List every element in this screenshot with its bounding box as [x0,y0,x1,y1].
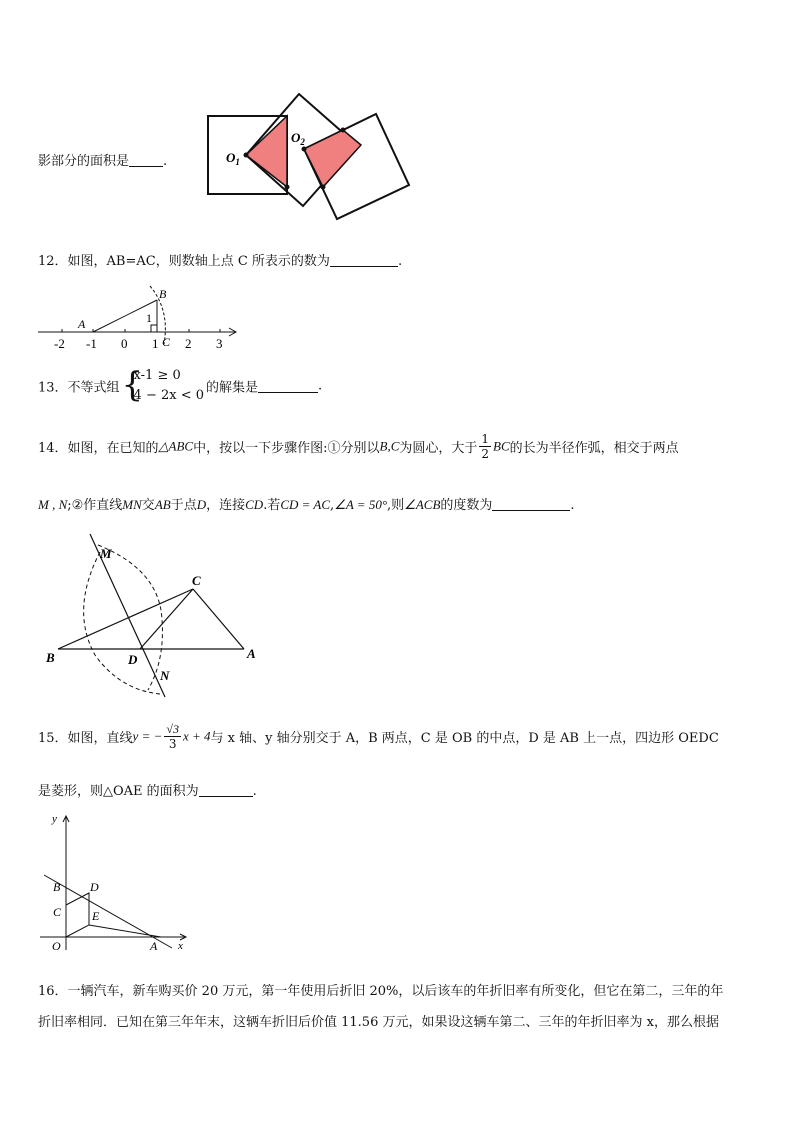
q14-l1c: 为圆心，大于 [399,441,478,456]
q16-line1 [38,980,723,999]
q16-line2 [38,1011,719,1030]
q15-l2: 是菱形，则△OAE 的面积为 [38,784,199,799]
q15-l1b: 与 x 轴、y 轴分别交于 A，B 两点，C 是 OB 的中点，D 是 AB 上一点，四边形 OEDC [210,731,719,746]
q12-label-a: A [78,317,86,331]
q12-figure [36,284,242,352]
q14-line2: M , N;②作直线MN交AB于点D，连接CD.若CD = AC,∠A = 50°,则∠ACB的度数为 . [38,497,575,513]
q14-l2h: 的度数为 [440,498,493,513]
q16-l2: 折旧率相同．已知在第三年年末，这辆车折旧后价值 11.56 万元，如果设这辆车第二、三年的年折旧率为 x，那么根据 [38,1015,719,1030]
q15-line1 [38,722,719,751]
q11-point-c [321,185,326,190]
q14-triangle: △ABC [158,438,194,454]
q14-segment-ca [193,589,244,649]
q11-point-a [285,185,290,190]
q14-label-n: N [160,668,170,683]
q14-l2e: .若 [263,498,281,513]
q12-label-c: C [162,335,171,349]
q14-label-d: D [128,652,138,667]
q13-brace: { [121,365,144,405]
q15-line2: 是菱形，则△OAE 的面积为 . [38,784,257,799]
q14-l2f: , [330,498,335,513]
q15-label-c: C [53,905,62,919]
q15-l1a: 15．如图，直线 [38,731,133,746]
q12-label-one: 1 [146,311,152,325]
q14-label-m: M [100,546,112,561]
q14-answer-blank [492,498,570,511]
q15-frac-num: √3 [166,722,179,736]
q13-text: 13．不等式组 { x-1 ≥ 0 4 − 2x < 0 的解集是 . [38,365,323,405]
q15-label-y: y [52,813,57,825]
q11-point-b [341,128,346,133]
q12-answer-blank [330,254,398,267]
q15-rhombus [66,893,89,937]
q14-figure [40,530,270,700]
q14-fraction [479,432,491,461]
q14-l2b: 交 [141,498,155,513]
q14-segment-cd: CD [245,497,264,512]
q14-arc-1 [84,552,160,694]
q15-frac-den: 3 [168,737,177,751]
q11-point-o2 [302,147,307,152]
q14-label-b: B [46,650,55,665]
q14-line-mn: MN [122,497,142,512]
q11-answer-blank [129,154,163,167]
q12-tick-label: 2 [185,336,192,351]
q11-point-o1 [244,153,249,158]
q14-equation-1: CD = AC [280,497,331,512]
q12-label-b: B [159,287,167,301]
q12-right-angle [151,325,157,332]
q12-tick-label: 1 [152,336,159,351]
q14-frac-den: 2 [481,447,490,461]
q15-label-a: A [150,939,158,953]
q14-points-mn: M , N [38,497,68,512]
q11-text-end: 影部分的面积是 [38,154,130,169]
q14-frac-num: 1 [481,432,490,446]
q11-text: 影部分的面积是 . [38,154,168,169]
q14-l1b: 中，按以一下步骤作图:①分别以 [193,441,380,456]
q13-answer-blank [258,380,318,393]
q15-figure [40,810,195,955]
q15-label-b: B [53,880,61,894]
q15-fraction [164,722,181,751]
q14-segment-cd [140,589,193,649]
q11-shaded-1 [246,116,287,187]
q14-l2c: 于点 [170,498,197,513]
q15-answer-blank [199,784,253,797]
q14-segment-bc [58,589,193,649]
q11-shaded-2 [304,130,361,187]
q15-label-x: x [178,940,183,952]
q12-tick-label: -2 [54,336,65,351]
q14-point-d: D [196,497,207,512]
q14-label-c: C [192,573,201,588]
q13-suffix: 的解集是 [206,380,259,396]
q14-l2d: ，连接 [206,498,246,513]
q14-l2g: ,则 [387,498,405,513]
q12-question: 12．如图，AB=AC，则数轴上点 C 所表示的数为 [38,254,330,269]
q14-label-a: A [247,646,256,661]
q14-angle-acb: ∠ACB [404,497,441,512]
q15-eq-left: y = − [132,728,163,744]
q11-label-o1: $O_1$ [226,150,240,167]
q12-tick-label: -1 [86,336,97,351]
q14-equation-2: ∠A = 50° [334,497,388,512]
q11-label-o2: $O_2$ [291,130,305,147]
q12-text: 12．如图，AB=AC，则数轴上点 C 所表示的数为 . [38,254,403,269]
q15-segment-ea [89,925,161,937]
q15-label-e: E [92,909,100,923]
q15-eq-right: x + 4 [182,728,211,744]
q11-figure [200,88,415,223]
q14-points-bc: B,C [379,438,400,454]
q15-label-d: D [90,880,99,894]
q14-segment-bc: BC [493,438,510,454]
q16-l1: 16．一辆汽车，新车购买价 20 万元，第一年使用后折旧 20%，以后该车的年折旧率有所变化，但它在第二，三年的年 [38,984,724,999]
q14-l1d: 的长为半径作弧，相交于两点 [509,441,679,456]
q15-label-o: O [52,939,61,953]
q14-segment-ab: AB [154,497,171,512]
q13-ineq1: x-1 ≥ 0 [133,368,181,383]
q14-l1a: 14．如图，在已知的 [38,441,159,456]
q13-system [122,366,204,406]
q13-ineq2: 4 − 2x < 0 [133,388,205,403]
q12-tick-label: 0 [121,336,128,351]
q14-l2a: ;②作直线 [67,498,123,513]
q12-tick-label: 3 [216,336,223,351]
q13-prefix: 13．不等式组 [38,380,120,396]
q14-line1 [38,432,679,461]
